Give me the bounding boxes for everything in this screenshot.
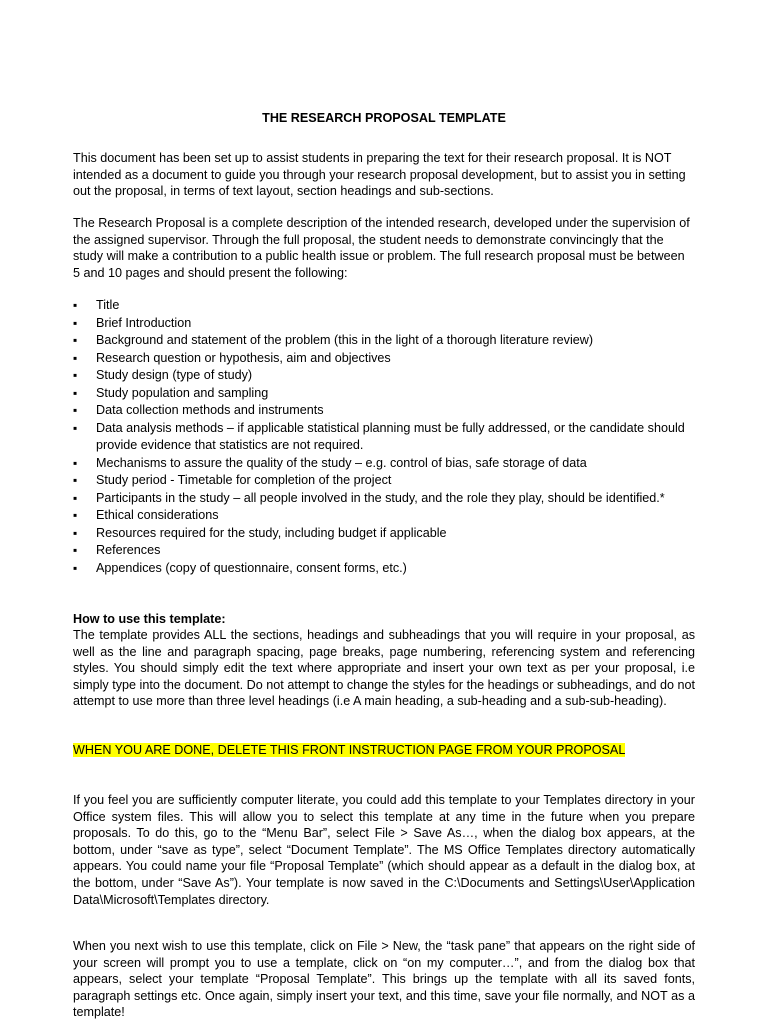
list-item: ▪ Data collection methods and instruments <box>73 402 695 420</box>
literate-paragraph: If you feel you are sufficiently computer literate, you could add this template to your Templates directory in your Office system files. This will allow you to select this template at any time in the future when you prepare proposals. To do this, go to the “Menu Bar”, select File > Save As…, when the dialog box appears, at the bottom, under “save as type”, select “Document Template”. The MS Office Templates directory automatically appears. You could name your file “Proposal Template” (which should appear as a default in the dialog box, at the bottom, under “Save As”). Your template is now saved in the C:\Documents and Settings\User\Application Data\Microsoft\Templates directory. <box>73 793 695 907</box>
list-item: ▪ References <box>73 542 695 560</box>
list-item: ▪ Brief Introduction <box>73 315 695 333</box>
list-item: ▪ Research question or hypothesis, aim and objectives <box>73 350 695 368</box>
list-item: ▪ Background and statement of the problem (this in the light of a thorough literature review) <box>73 332 695 350</box>
list-item: ▪ Data analysis methods – if applicable statistical planning must be fully addressed, or the candidate should provide evidence that statistics are not required. <box>73 420 695 455</box>
warning-notice <box>73 742 695 759</box>
list-item: ▪ Appendices (copy of questionnaire, consent forms, etc.) <box>73 560 695 578</box>
list-item: ▪ Study population and sampling <box>73 385 695 403</box>
description-paragraph: The Research Proposal is a complete description of the intended research, developed under the supervision of the assigned supervisor. Through the full proposal, the student needs to demonstrate convincingly that the study will make a contribution to a public health issue or problem. The full research proposal must be between 5 and 10 pages and should present the following: <box>73 216 690 280</box>
warning-highlight: WHEN YOU ARE DONE, DELETE THIS FRONT INSTRUCTION PAGE FROM YOUR PROPOSAL <box>73 743 626 757</box>
list-item: ▪ Study design (type of study) <box>73 367 695 385</box>
how-to-paragraph: The template provides ALL the sections, headings and subheadings that you will require in your proposal, as well as the line and paragraph spacing, page breaks, page numbering, referencing system and referencing styles. You should simply edit the text where appropriate and insert your own text as per your proposal, i.e simply type into the document. Do not attempt to change the styles for the headings or subheadings, and do not attempt to use more than three level headings (i.e A main heading, a sub-heading and a sub-sub-heading). <box>73 628 695 709</box>
intro-paragraph: This document has been set up to assist students in preparing the text for their research proposal. It is NOT intended as a document to guide you through your research proposal development, but to assist you in setting out the proposal, in terms of text layout, section headings and sub-sections. <box>73 151 686 199</box>
next-time-paragraph: When you next wish to use this template, click on File > New, the “task pane” that appears on the right side of your screen will prompt you to use a template, click on “on my computer…”, and from the dialog box that appears, select your template “Proposal Template”. This brings up the template with all its saved fonts, paragraph settings etc. Once again, simply insert your text, and this time, save your file normally, and NOT as a template! <box>73 939 695 1020</box>
sections-list <box>73 297 695 577</box>
list-item: ▪ Participants in the study – all people involved in the study, and the role they play, should be identified.* <box>73 490 695 508</box>
list-item: ▪ Resources required for the study, including budget if applicable <box>73 525 695 543</box>
list-item: ▪ Study period - Timetable for completion of the project <box>73 472 695 490</box>
how-to-heading: How to use this template: <box>73 612 226 626</box>
list-item: ▪ Mechanisms to assure the quality of the study – e.g. control of bias, safe storage of data <box>73 455 695 473</box>
document-title: THE RESEARCH PROPOSAL TEMPLATE <box>262 111 506 125</box>
list-item: ▪ Ethical considerations <box>73 507 695 525</box>
list-item: ▪ Title <box>73 297 695 315</box>
